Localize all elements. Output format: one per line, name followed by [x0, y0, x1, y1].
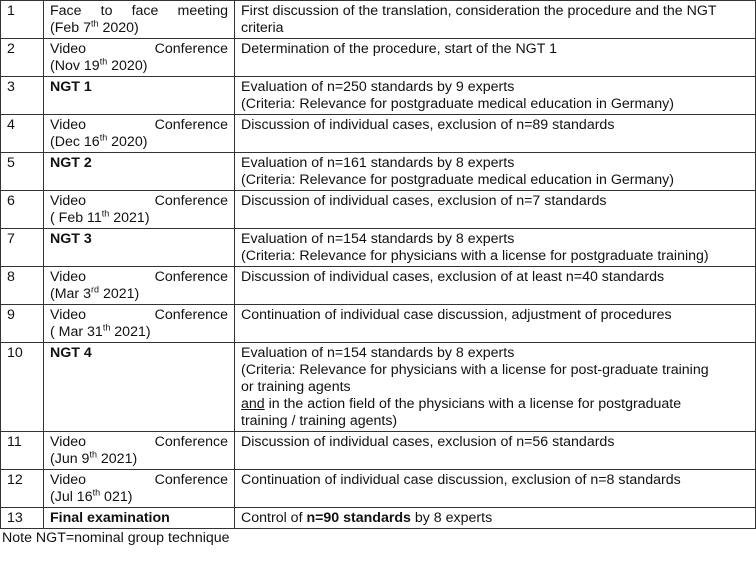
session-cell [44, 267, 235, 305]
session-word: meeting [177, 3, 228, 19]
description-line: Determination of the procedure, start of the NGT 1 [241, 41, 557, 57]
session-word: face [131, 3, 159, 19]
description-line: Evaluation of n=250 standards by 9 experts [241, 79, 515, 95]
table-row [1, 153, 756, 191]
session-cell [44, 1, 235, 39]
session-date: (Feb 7th 2020) [50, 18, 139, 36]
description-line: Discussion of individual cases, exclusion of n=56 standards [241, 434, 615, 450]
session-date: (Dec 16th 2020) [50, 132, 148, 150]
session-word: Face [50, 3, 82, 19]
session-word: Video [50, 41, 87, 57]
row-number: 13 [1, 508, 44, 529]
description-cell [235, 470, 756, 508]
session-cell: NGT 1 [44, 77, 235, 115]
session-date: (Mar 3rd 2021) [50, 284, 140, 302]
table-row [1, 305, 756, 343]
session-date: (Nov 19th 2020) [50, 56, 148, 74]
row-number: 6 [1, 191, 44, 229]
row-number: 2 [1, 39, 44, 77]
description-line: (Criteria: Relevance for postgraduate medical education in Germany) [241, 96, 674, 112]
session-word: to [100, 3, 113, 19]
description-cell [235, 77, 756, 115]
session-word: Conference [154, 41, 228, 57]
description-line: Continuation of individual case discussion, exclusion of n=8 standards [241, 472, 681, 488]
description-cell [235, 267, 756, 305]
row-number: 5 [1, 153, 44, 191]
session-date: ( Feb 11th 2021) [50, 208, 150, 226]
description-line: Evaluation of n=154 standards by 8 experts [241, 231, 515, 247]
table-row [1, 343, 756, 432]
table-row [1, 470, 756, 508]
row-number: 1 [1, 1, 44, 39]
session-date: (Jun 9th 2021) [50, 449, 138, 467]
session-cell [44, 470, 235, 508]
session-cell [44, 191, 235, 229]
description-cell [235, 39, 756, 77]
table-row [1, 115, 756, 153]
description-line: First discussion of the translation, consideration the procedure and the NGT [241, 3, 717, 19]
row-number: 9 [1, 305, 44, 343]
session-word: Video [50, 117, 87, 133]
row-number: 8 [1, 267, 44, 305]
description-cell [235, 115, 756, 153]
description-cell [235, 229, 756, 267]
table-row [1, 267, 756, 305]
session-word: Conference [154, 472, 228, 488]
row-number: 4 [1, 115, 44, 153]
row-number: 11 [1, 432, 44, 470]
description-line: training / training agents) [241, 413, 398, 429]
description-line: Evaluation of n=161 standards by 8 experts [241, 155, 515, 171]
session-word: Conference [154, 193, 228, 209]
table-row [1, 191, 756, 229]
description-line: Discussion of individual cases, exclusion of at least n=40 standards [241, 269, 665, 285]
description-cell [235, 432, 756, 470]
description-line: or training agents [241, 379, 351, 395]
session-date: ( Mar 31th 2021) [50, 322, 151, 340]
description-line: (Criteria: Relevance for physicians with a license for post-graduate training [241, 362, 709, 378]
row-number: 3 [1, 77, 44, 115]
table-row [1, 39, 756, 77]
description-line: (Criteria: Relevance for physicians with a license for postgraduate training) [241, 248, 709, 264]
session-word: Conference [154, 307, 228, 323]
description-line: (Criteria: Relevance for postgraduate medical education in Germany) [241, 172, 674, 188]
description-cell [235, 153, 756, 191]
session-word: Video [50, 307, 87, 323]
table-row [1, 229, 756, 267]
session-word: Video [50, 269, 87, 285]
table-note: Note NGT=nominal group technique [2, 530, 230, 546]
session-word: Conference [154, 434, 228, 450]
underlined-word: and [241, 396, 265, 412]
description-cell [235, 1, 756, 39]
description-cell [235, 305, 756, 343]
session-cell [44, 115, 235, 153]
session-cell [44, 305, 235, 343]
session-cell: NGT 4 [44, 343, 235, 432]
session-word: Video [50, 472, 87, 488]
description-line: Discussion of individual cases, exclusion of n=89 standards [241, 117, 615, 133]
description-cell [235, 191, 756, 229]
session-word: Video [50, 434, 87, 450]
description-line: Continuation of individual case discussion, adjustment of procedures [241, 307, 672, 323]
session-cell [44, 432, 235, 470]
description-line: Evaluation of n=154 standards by 8 experts [241, 345, 515, 361]
bold-count: n=90 standards [306, 510, 411, 526]
description-cell [235, 343, 756, 432]
session-cell: NGT 2 [44, 153, 235, 191]
description-line: and in the action field of the physicians with a license for postgraduate [241, 396, 682, 412]
session-cell [44, 39, 235, 77]
table-row [1, 508, 756, 529]
row-number: 12 [1, 470, 44, 508]
session-word: Conference [154, 269, 228, 285]
description-cell: Control of n=90 standards by 8 experts [235, 508, 756, 529]
table-row [1, 432, 756, 470]
row-number: 10 [1, 343, 44, 432]
description-line: Discussion of individual cases, exclusion of n=7 standards [241, 193, 607, 209]
row-number: 7 [1, 229, 44, 267]
session-cell: Final examination [44, 508, 235, 529]
session-cell: NGT 3 [44, 229, 235, 267]
table-row [1, 77, 756, 115]
table-row [1, 1, 756, 39]
description-line: criteria [241, 20, 284, 36]
session-date: (Jul 16th 021) [50, 487, 133, 505]
session-word: Video [50, 193, 87, 209]
session-word: Conference [154, 117, 228, 133]
